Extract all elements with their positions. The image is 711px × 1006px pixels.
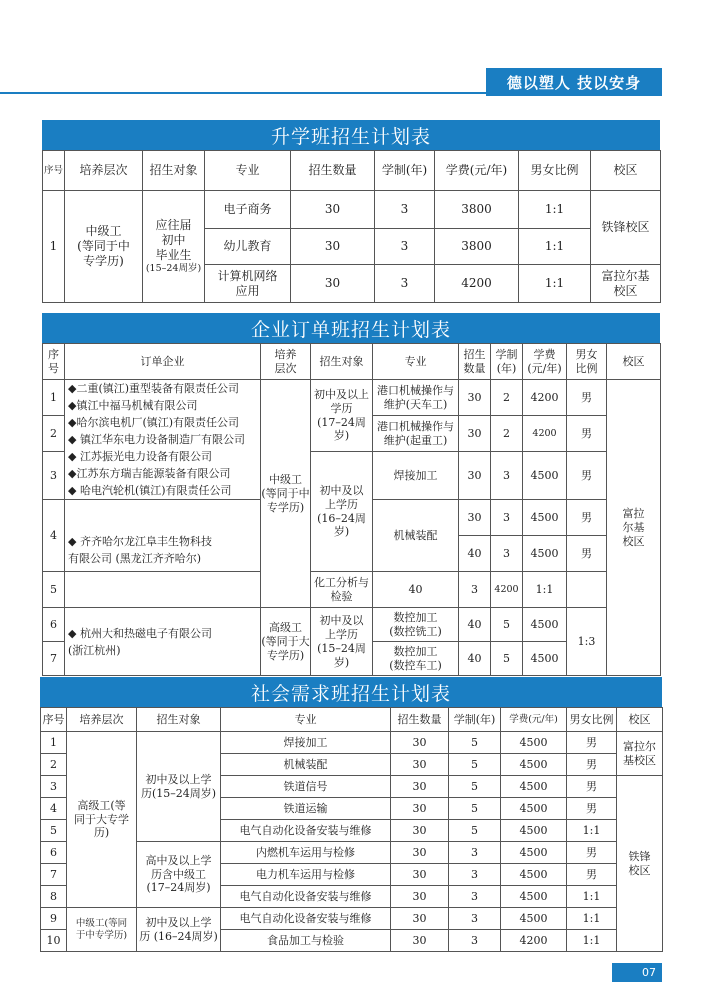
target-text: 应往届 初中 毕业生: [155, 218, 192, 263]
gender-ratio: 1:1: [567, 886, 617, 908]
page-number: 07: [612, 963, 662, 981]
gender-ratio: 男: [567, 864, 617, 886]
row-number: 7: [43, 642, 65, 676]
count: 30: [291, 191, 375, 229]
major: 电子商务: [205, 191, 291, 229]
header-cell: 招生数量: [391, 708, 449, 732]
count: 30: [391, 908, 449, 930]
fee: 4500: [523, 452, 567, 500]
major: 港口机械操作与 维护(起重工): [373, 416, 459, 452]
count: 30: [459, 416, 491, 452]
table-row: [43, 608, 661, 642]
header-cell: 学费 (元/年): [523, 344, 567, 380]
section-title: 升学班招生计划表: [42, 120, 660, 150]
major: 内燃机车运用与检修: [221, 842, 391, 864]
section-title: 企业订单班招生计划表: [42, 313, 660, 343]
major: 港口机械操作与 维护(天车工): [373, 380, 459, 416]
years: 2: [491, 380, 523, 416]
gender-ratio: 1:3: [567, 608, 607, 676]
years: 3: [375, 229, 435, 265]
years: 5: [491, 642, 523, 676]
fee: 4200: [501, 930, 567, 952]
page-number-rule: [612, 981, 662, 982]
years: 3: [449, 930, 501, 952]
fee: 4500: [523, 642, 567, 676]
count: 30: [391, 886, 449, 908]
major: 电气自动化设备安装与维修: [221, 886, 391, 908]
gender-ratio: 男: [567, 798, 617, 820]
row-number: 10: [41, 930, 67, 952]
table-row: [43, 572, 661, 608]
campus: 富拉尔 基校区: [617, 732, 663, 776]
count: 30: [391, 776, 449, 798]
gender-ratio: 1:1: [519, 265, 591, 303]
gender-ratio: 1:1: [519, 229, 591, 265]
order-companies: ◆ 齐齐哈尔龙江阜丰生物科技 有限公司 (黑龙江齐齐哈尔): [65, 500, 261, 572]
gender-ratio: 男: [567, 732, 617, 754]
header-cell: 专业: [373, 344, 459, 380]
row-number: 5: [43, 572, 65, 608]
row-number: 8: [41, 886, 67, 908]
years: 3: [449, 908, 501, 930]
count: 30: [459, 452, 491, 500]
major: 机械装配: [373, 500, 459, 572]
training-level: 高级工(等 同于大专学 历): [67, 732, 137, 908]
gender-ratio: 男: [567, 536, 607, 572]
count: 30: [391, 754, 449, 776]
enrollment-target: 初中及以 上学历 (16–24周岁): [311, 452, 373, 572]
order-companies: ◆二重(镇江)重型装备有限责任公司 ◆镇江中福马机械有限公司 ◆哈尔滨电机厂(镇江)有限责任公司 ◆ 镇江华东电力设备制造厂有限公司 ◆ 江苏振光电力设备有限公司 ◆江苏东方瑞吉能源装备有限公司 ◆ 哈电汽轮机(镇江)有限责任公司: [65, 380, 261, 500]
order-companies: ◆ 杭州大和热磁电子有限公司 (浙江杭州): [65, 608, 261, 676]
header-cell: 学费(元/年): [501, 708, 567, 732]
fee: 4500: [501, 842, 567, 864]
count: 30: [391, 820, 449, 842]
header-cell: 招生对象: [143, 151, 205, 191]
major: 幼儿教育: [205, 229, 291, 265]
row-number: 9: [41, 908, 67, 930]
plan-table: [42, 150, 661, 303]
fee: 4500: [501, 754, 567, 776]
header-row: [43, 151, 661, 191]
table-row: [43, 380, 661, 416]
section-social-demand: [40, 677, 662, 952]
fee: 4500: [501, 776, 567, 798]
section-title: 社会需求班招生计划表: [40, 677, 662, 707]
training-level: 中级工 (等同于中 专学历): [65, 191, 143, 303]
years: 3: [375, 265, 435, 303]
years: 5: [449, 820, 501, 842]
table-row: [41, 732, 663, 754]
row-number: 5: [41, 820, 67, 842]
fee: 4200: [523, 380, 567, 416]
count: 30: [391, 842, 449, 864]
years: 3: [491, 500, 523, 536]
header-cell: 学制 (年): [491, 344, 523, 380]
major: 焊接加工: [373, 452, 459, 500]
header-rule: [0, 92, 486, 94]
major: 化工分析与检验: [311, 572, 373, 608]
fee: 4500: [501, 886, 567, 908]
years: 3: [491, 452, 523, 500]
major: 铁道信号: [221, 776, 391, 798]
header-cell: 招生数量: [291, 151, 375, 191]
count: 30: [391, 732, 449, 754]
campus: 富拉 尔基 校区: [607, 380, 661, 676]
years: 5: [449, 798, 501, 820]
major: 焊接加工: [221, 732, 391, 754]
header-cell: 学制(年): [375, 151, 435, 191]
years: 3: [449, 864, 501, 886]
count: 30: [459, 500, 491, 536]
gender-ratio: 男: [567, 416, 607, 452]
fee: 4200: [435, 265, 519, 303]
campus: 铁锋校区: [591, 191, 661, 265]
plan-table: [40, 707, 663, 952]
row-number: 3: [41, 776, 67, 798]
header-cell: 招生对象: [137, 708, 221, 732]
fee: 4500: [501, 908, 567, 930]
table-row: [41, 908, 663, 930]
major: 电气自动化设备安装与维修: [221, 820, 391, 842]
years: 5: [449, 754, 501, 776]
years: 5: [491, 608, 523, 642]
fee: 4200: [523, 416, 567, 452]
count: 30: [391, 864, 449, 886]
row-number: 2: [43, 416, 65, 452]
fee: 3800: [435, 229, 519, 265]
gender-ratio: 1:1: [567, 930, 617, 952]
header-cell: 培养 层次: [261, 344, 311, 380]
section-enterprise-order: [42, 313, 660, 676]
header-cell: 男女比例: [567, 708, 617, 732]
row-number: 1: [43, 380, 65, 416]
header-cell: 校区: [617, 708, 663, 732]
years: 3: [449, 842, 501, 864]
fee: 4200: [491, 572, 523, 608]
years: 3: [375, 191, 435, 229]
years: 5: [449, 776, 501, 798]
header-cell: 校区: [591, 151, 661, 191]
fee: 4500: [501, 732, 567, 754]
training-level: 高级工 (等同于大 专学历): [261, 608, 311, 676]
header-cell: 订单企业: [65, 344, 261, 380]
fee: 4500: [501, 864, 567, 886]
training-level: 中级工 (等同于中 专学历): [261, 380, 311, 608]
count: 30: [291, 229, 375, 265]
gender-ratio: 男: [567, 776, 617, 798]
header-cell: 招生 数量: [459, 344, 491, 380]
major: 数控加工 (数控铣工): [373, 608, 459, 642]
count: 30: [291, 265, 375, 303]
row-number: 6: [43, 608, 65, 642]
count: 40: [459, 608, 491, 642]
table-row: [43, 191, 661, 229]
count: 30: [459, 380, 491, 416]
enrollment-target: 初中及以上学 历 (16–24周岁): [137, 908, 221, 952]
years: 5: [449, 732, 501, 754]
row-number: 6: [41, 842, 67, 864]
header-cell: 男女 比例: [567, 344, 607, 380]
plan-table: [42, 343, 661, 676]
header-slogan: 德以塑人 技以安身: [486, 68, 662, 96]
enrollment-target: 初中及以上 学历 (17–24周岁): [311, 380, 373, 452]
enrollment-target: 高中及以上学 历含中级工 (17–24周岁): [137, 842, 221, 908]
fee: 4500: [523, 500, 567, 536]
count: 30: [391, 930, 449, 952]
header-cell: 序号: [43, 151, 65, 191]
count: 40: [373, 572, 459, 608]
fee: 4500: [501, 820, 567, 842]
years: 3: [459, 572, 491, 608]
row-number: 4: [43, 500, 65, 572]
major: 计算机网络 应用: [205, 265, 291, 303]
section-further-study: [42, 120, 660, 303]
gender-ratio: 1:1: [519, 191, 591, 229]
header-cell: 男女比例: [519, 151, 591, 191]
header-cell: 校区: [607, 344, 661, 380]
fee: 4500: [523, 608, 567, 642]
major: 数控加工 (数控车工): [373, 642, 459, 676]
campus: 富拉尔基 校区: [591, 265, 661, 303]
fee: 3800: [435, 191, 519, 229]
row-number: 1: [41, 732, 67, 754]
major: 铁道运输: [221, 798, 391, 820]
row-number: 1: [43, 191, 65, 303]
gender-ratio: 男: [567, 500, 607, 536]
gender-ratio: 1:1: [567, 820, 617, 842]
gender-ratio: 1:1: [567, 908, 617, 930]
gender-ratio: 男: [567, 754, 617, 776]
years: 3: [449, 886, 501, 908]
row-number: 4: [41, 798, 67, 820]
gender-ratio: 1:1: [523, 572, 567, 608]
header-cell: 学制(年): [449, 708, 501, 732]
header-cell: 学费(元/年): [435, 151, 519, 191]
gender-ratio: 男: [567, 842, 617, 864]
years: 2: [491, 416, 523, 452]
order-companies: [65, 572, 261, 608]
fee: 4500: [501, 798, 567, 820]
row-number: 7: [41, 864, 67, 886]
enrollment-target: [143, 191, 205, 303]
header-cell: 序 号: [43, 344, 65, 380]
gender-ratio: 男: [567, 380, 607, 416]
major: 电气自动化设备安装与维修: [221, 908, 391, 930]
count: 40: [459, 642, 491, 676]
header-cell: 招生对象: [311, 344, 373, 380]
training-level: 中级工(等同 于中专学历): [67, 908, 137, 952]
campus: 铁锋 校区: [617, 776, 663, 952]
fee: 4500: [523, 536, 567, 572]
major: 食品加工与检验: [221, 930, 391, 952]
count: 40: [459, 536, 491, 572]
major: 机械装配: [221, 754, 391, 776]
header-row: [43, 344, 661, 380]
years: 3: [491, 536, 523, 572]
header-cell: 培养层次: [65, 151, 143, 191]
count: 30: [391, 798, 449, 820]
header-row: [41, 708, 663, 732]
header-cell: 培养层次: [67, 708, 137, 732]
header-cell: 专业: [205, 151, 291, 191]
age-range: (15–24周岁): [145, 263, 202, 275]
gender-ratio: 男: [567, 452, 607, 500]
row-number: 2: [41, 754, 67, 776]
header-cell: 专业: [221, 708, 391, 732]
row-number: 3: [43, 452, 65, 500]
enrollment-target: 初中及以 上学历 (15–24周岁): [311, 608, 373, 676]
header-cell: 序号: [41, 708, 67, 732]
enrollment-target: 初中及以上学 历(15–24周岁): [137, 732, 221, 842]
major: 电力机车运用与检修: [221, 864, 391, 886]
